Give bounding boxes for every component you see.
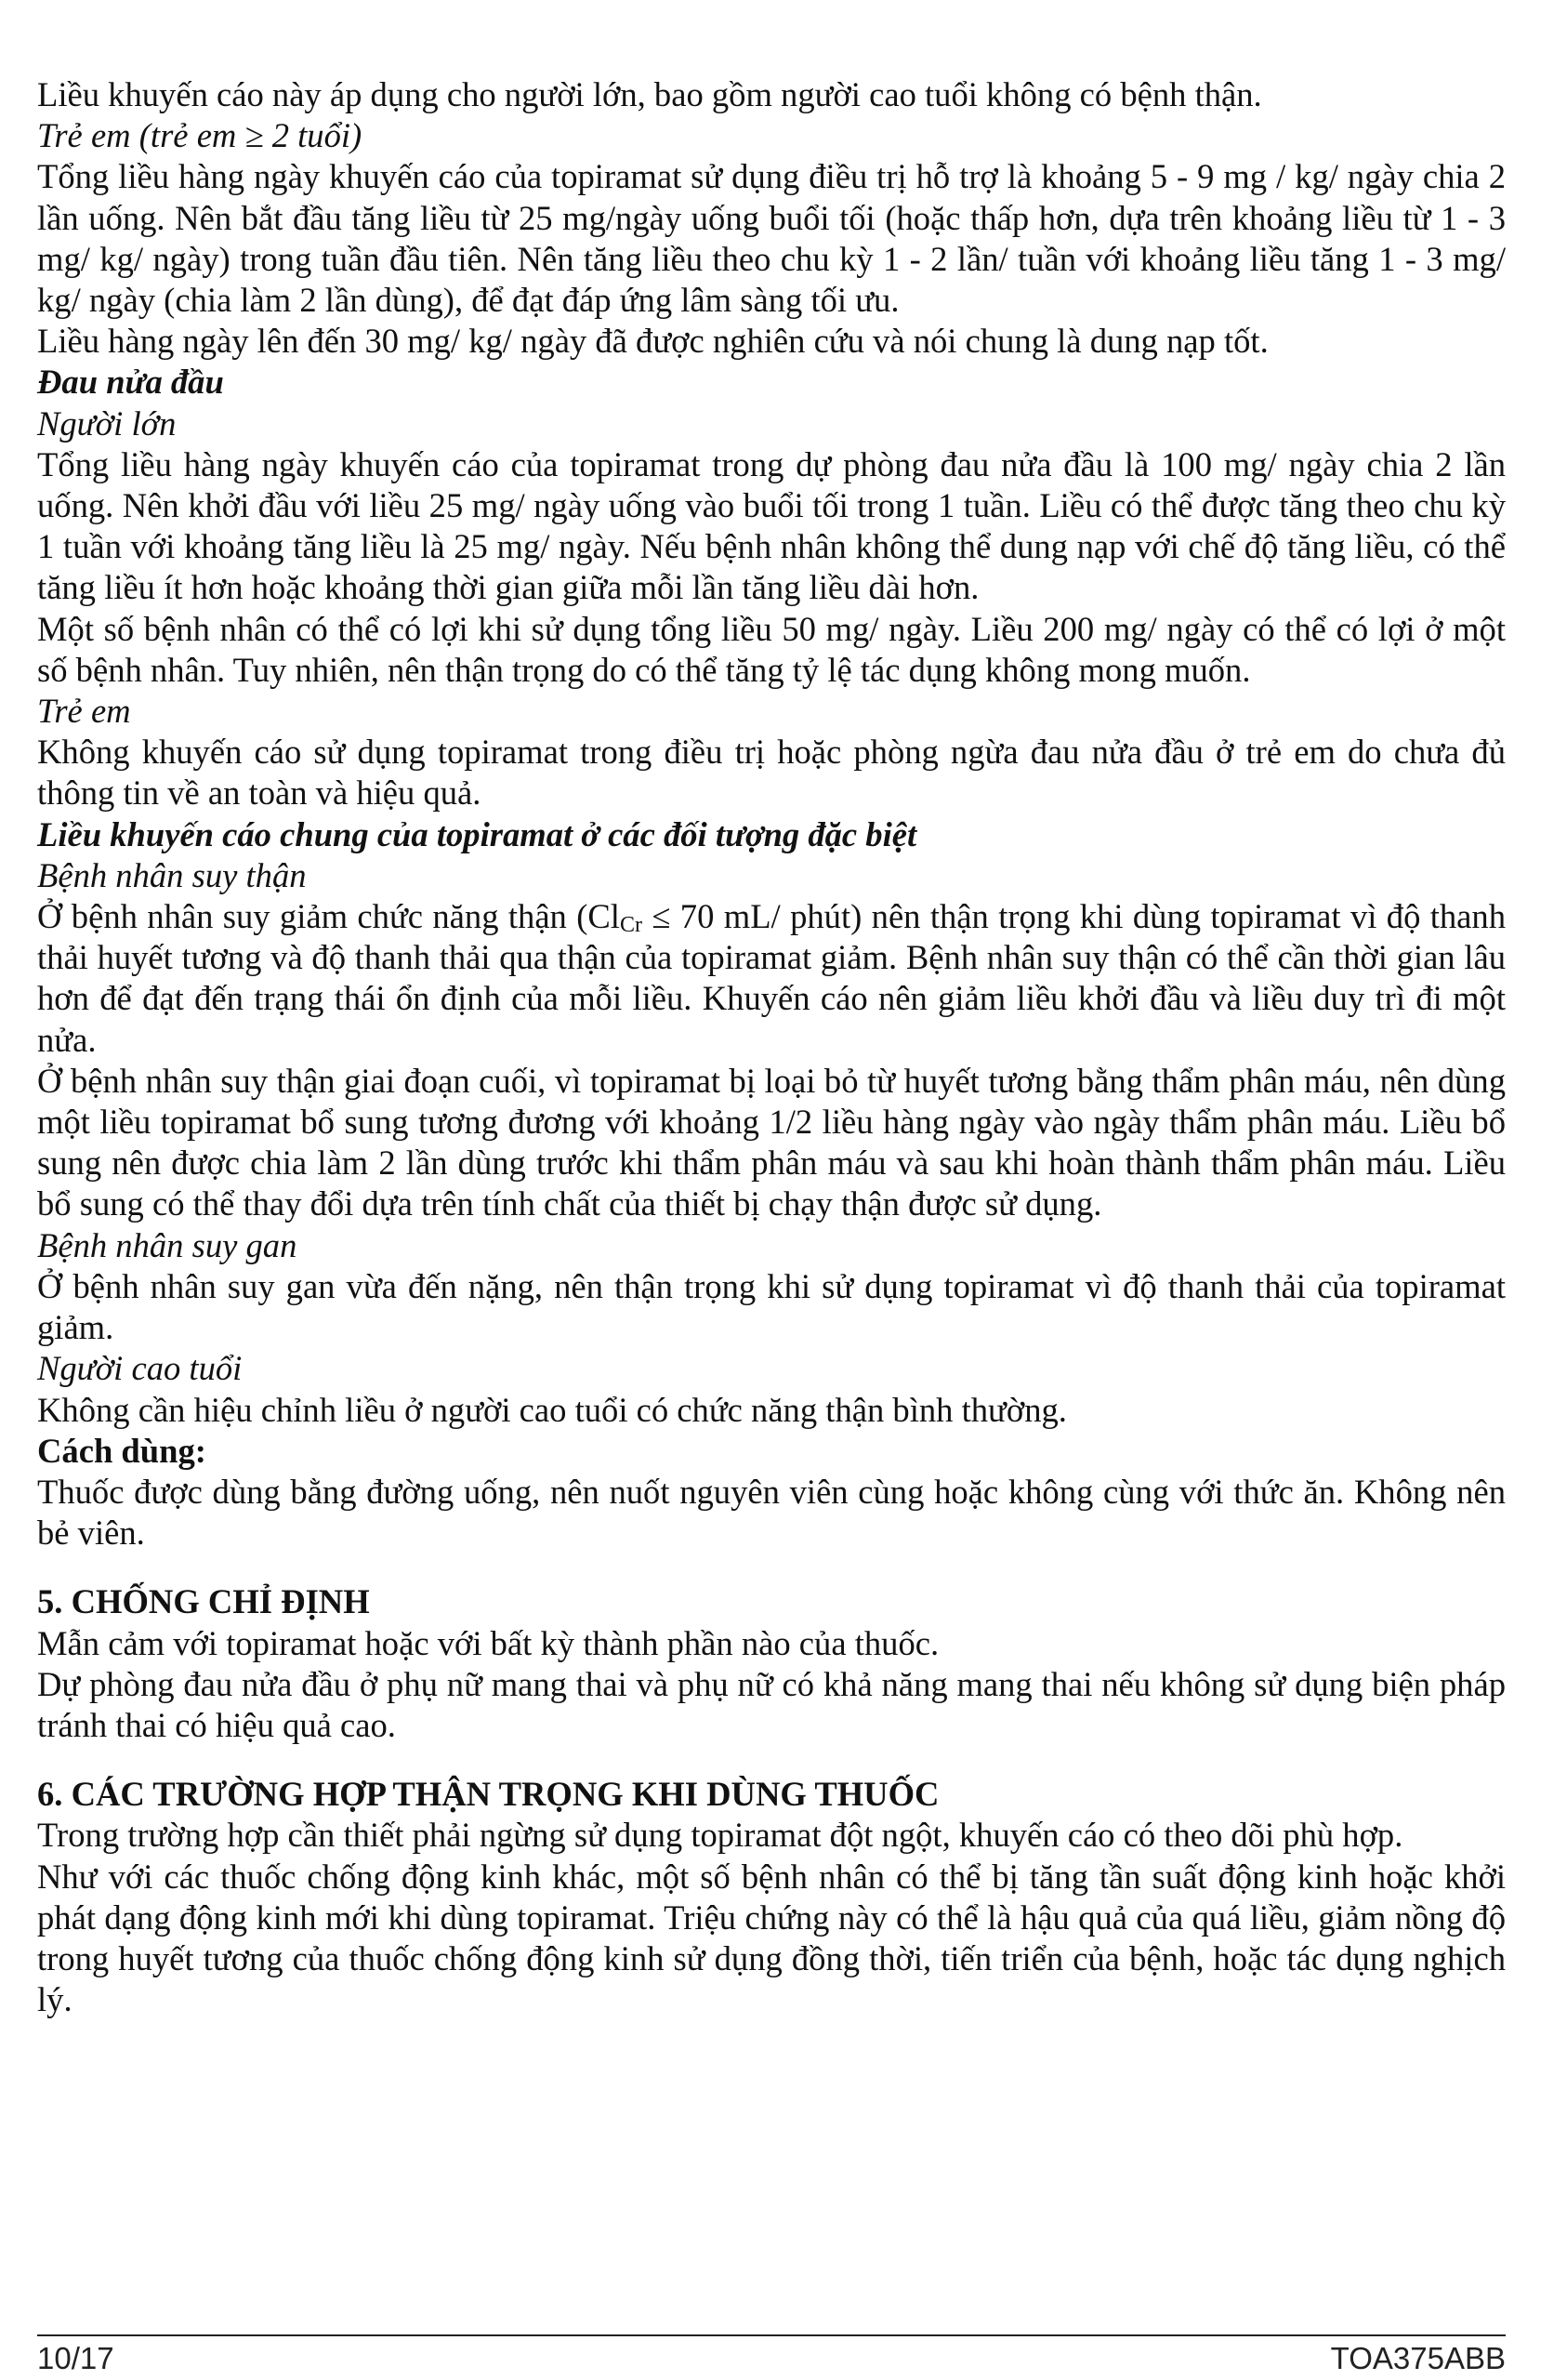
renal-text-start: Ở bệnh nhân suy giảm chức năng thận (Cl [37, 897, 620, 936]
heading-special-populations: Liều khuyến cáo chung của topiramat ở các đối tượng đặc biệt [37, 814, 917, 853]
paragraph-renal-impairment [37, 896, 1506, 1061]
paragraph-migraine-children: Không khuyến cáo sử dụng topiramat trong điều trị hoặc phòng ngừa đau nửa đầu ở trẻ em do chưa đủ thông tin về an toàn và hiệu quả. [37, 733, 1506, 813]
heading-migraine-adults: Người lớn [37, 403, 177, 443]
section-5-contraindications: 5. CHỐNG CHỈ ĐỊNH [37, 1582, 370, 1621]
paragraph-migraine-adult-dose: Tổng liều hàng ngày khuyến cáo của topiramat trong dự phòng đau nửa đầu là 100 mg/ ngày chia 2 lần uống. Nên khởi đầu với liều 25 mg/ ngày uống vào buổi tối trong 1 tuần. Liều có thể được tăng theo chu kỳ 1 tuần với khoảng tăng liều là 25 mg/ ngày. Nếu bệnh nhân không thể dung nạp với chế độ tăng liều, có thể tăng liều ít hơn hoặc khoảng thời gian giữa mỗi lần tăng liều dài hơn. [37, 444, 1506, 607]
document-body [37, 74, 1506, 2020]
paragraph-hepatic-impairment: Ở bệnh nhân suy gan vừa đến nặng, nên thận trọng khi sử dụng topiramat vì độ thanh thải của topiramat giảm. [37, 1266, 1506, 1347]
paragraph-adult-dose-note: Liều khuyến cáo này áp dụng cho người lớn, bao gồm người cao tuổi không có bệnh thận. [37, 75, 1262, 113]
paragraph-end-stage-renal: Ở bệnh nhân suy thận giai đoạn cuối, vì topiramat bị loại bỏ từ huyết tương bằng thẩm phân máu, nên dùng một liều topiramat bổ sung tương đương với khoảng 1/2 liều hàng ngày vào ngày thẩm phân máu. Liều bổ sung nên được chia làm 2 lần dùng trước khi thẩm phân máu và sau khi hoàn thành thẩm phân máu. Liều bổ sung có thể thay đổi dựa trên tính chất của thiết bị chạy thận được sử dụng. [37, 1061, 1506, 1223]
paragraph-children-dose: Tổng liều hàng ngày khuyến cáo của topiramat sử dụng điều trị hỗ trợ là khoảng 5 - 9 mg / kg/ ngày chia 2 lần uống. Nên bắt đầu tăng liều từ 25 mg/ngày uống buổi tối (hoặc thấp hơn, dựa trên khoảng liều từ 1 - 3 mg/ kg/ ngày) trong tuần đầu tiên. Nên tăng liều theo chu kỳ 1 - 2 lần/ tuần với khoảng liều tăng 1 - 3 mg/ kg/ ngày (chia làm 2 lần dùng), để đạt đáp ứng lâm sàng tối ưu. [37, 157, 1506, 320]
heading-hepatic-impairment: Bệnh nhân suy gan [37, 1225, 297, 1264]
heading-renal-impairment: Bệnh nhân suy thận [37, 855, 307, 894]
page-number: 10/17 [37, 2341, 114, 2375]
page-footer [37, 2341, 1506, 2376]
heading-children-2-years: Trẻ em (trẻ em ≥ 2 tuổi) [37, 116, 362, 155]
paragraph-migraine-pregnancy: Dự phòng đau nửa đầu ở phụ nữ mang thai và phụ nữ có khả năng mang thai nếu không sử dụng biện pháp tránh thai có hiệu quả cao. [37, 1664, 1506, 1744]
section-6-precautions: 6. CÁC TRƯỜNG HỢP THẬN TRỌNG KHI DÙNG THUỐC [37, 1775, 940, 1814]
heading-migraine-children: Trẻ em [37, 692, 131, 731]
paragraph-seizure-frequency: Như với các thuốc chống động kinh khác, một số bệnh nhân có thể bị tăng tần suất động kinh hoặc khởi phát dạng động kinh mới khi dùng topiramat. Triệu chứng này có thể là hậu quả của quá liều, giảm nồng độ trong huyết tương của thuốc chống động kinh sử dụng đồng thời, tiến triển của bệnh, hoặc tác dụng nghịch lý. [37, 1857, 1506, 2019]
footer-divider [37, 2334, 1506, 2336]
document-code: TOA375ABB [1330, 2341, 1506, 2375]
paragraph-hypersensitivity: Mẫn cảm với topiramat hoặc với bất kỳ thành phần nào của thuốc. [37, 1623, 940, 1662]
paragraph-children-max-dose: Liều hàng ngày lên đến 30 mg/ kg/ ngày đã được nghiên cứu và nói chung là dung nạp tốt. [37, 322, 1269, 361]
heading-migraine: Đau nửa đầu [37, 363, 224, 402]
renal-text-rest: ≤ 70 mL/ phút) nên thận trọng khi dùng topiramat vì độ thanh thải huyết tương và độ thanh thải qua thận của topiramat giảm. Bệnh nhân suy thận có thể cần thời gian lâu hơn để đạt đến trạng thái ổn định của mỗi liều. Khuyến cáo nên giảm liều khởi đầu và liều duy trì đi một nửa. [37, 897, 1506, 1059]
paragraph-migraine-adult-benefit: Một số bệnh nhân có thể có lợi khi sử dụng tổng liều 50 mg/ ngày. Liều 200 mg/ ngày có thể có lợi ở một số bệnh nhân. Tuy nhiên, nên thận trọng do có thể tăng tỷ lệ tác dụng không mong muốn. [37, 609, 1506, 689]
paragraph-discontinuation: Trong trường hợp cần thiết phải ngừng sử dụng topiramat đột ngột, khuyến cáo có theo dõi phù hợp. [37, 1816, 1403, 1855]
paragraph-elderly: Không cần hiệu chỉnh liều ở người cao tuổi có chức năng thận bình thường. [37, 1390, 1067, 1429]
paragraph-administration: Thuốc được dùng bằng đường uống, nên nuốt nguyên viên cùng hoặc không cùng với thức ăn. Không nên bẻ viên. [37, 1472, 1506, 1553]
heading-administration: Cách dùng: [37, 1431, 206, 1470]
clcr-subscript: Cr [619, 913, 642, 938]
heading-elderly: Người cao tuổi [37, 1349, 243, 1388]
